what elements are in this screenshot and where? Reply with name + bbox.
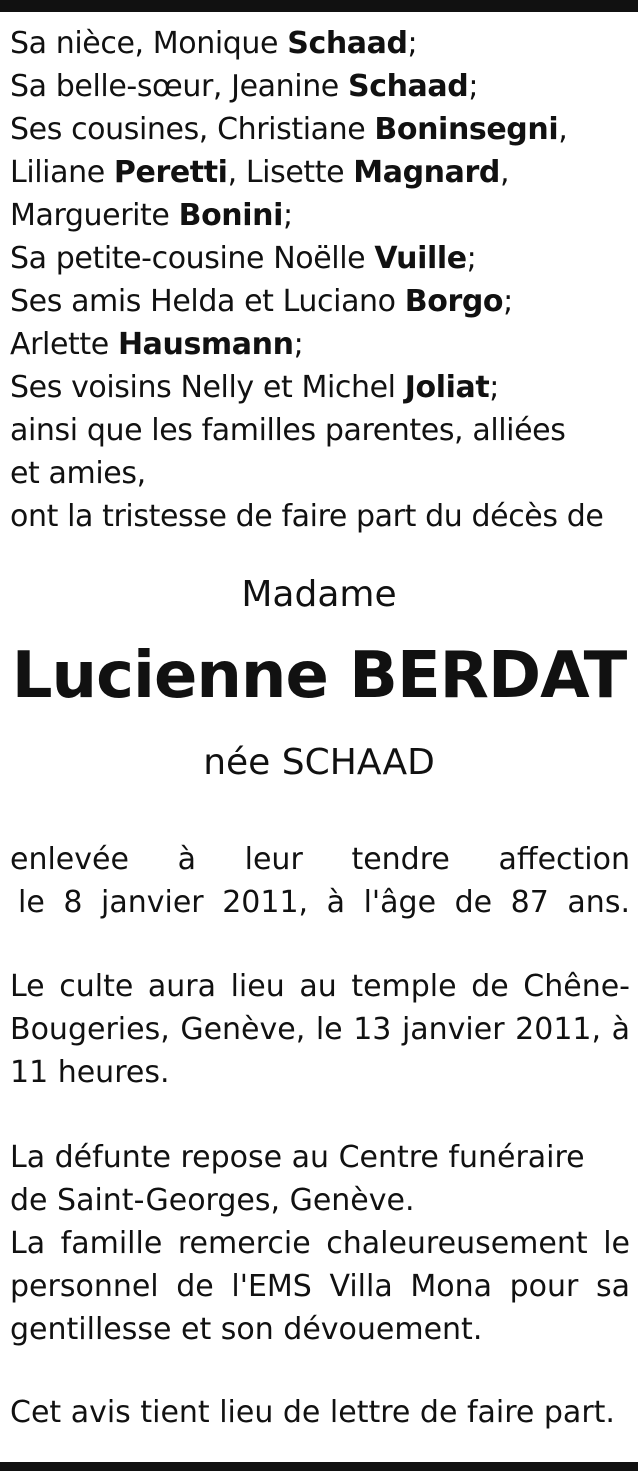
family-text: , Lisette	[227, 155, 354, 190]
family-text: ;	[293, 327, 304, 362]
notice-paragraph: Cet avis tient lieu de lettre de faire part.	[10, 1395, 615, 1430]
family-text: ;	[466, 241, 477, 276]
family-surname: Boninsegni	[374, 112, 559, 147]
family-text: ;	[282, 198, 293, 233]
repose-block	[10, 1136, 630, 1351]
family-text: ;	[407, 26, 418, 61]
family-surname: Schaad	[348, 69, 469, 104]
family-text: Arlette	[10, 327, 118, 362]
deceased-name: Lucienne BERDAT	[11, 639, 627, 713]
family-text: ,	[558, 112, 568, 147]
ceremony-paragraph: Le culte aura lieu au temple de Chêne-Bougeries, Genève, le 13 janvier 2011, à 11 heures.	[10, 969, 630, 1090]
family-surname: Magnard	[353, 155, 500, 190]
family-surname: Bonini	[178, 198, 283, 233]
death-line-1: enlevée à leur tendre affection	[10, 842, 630, 877]
family-text: Marguerite	[10, 198, 179, 233]
family-text: ;	[503, 284, 513, 319]
family-text: ainsi que les familles parentes, alliées	[10, 413, 566, 448]
family-line	[10, 495, 632, 538]
family-text: ,	[499, 155, 510, 190]
maiden-name: née SCHAAD	[203, 742, 435, 783]
family-surname: Borgo	[404, 284, 504, 319]
family-announcement	[10, 22, 632, 538]
family-line	[10, 65, 632, 108]
top-border-rule	[0, 0, 638, 12]
death-line-2: le 8 janvier 2011, à l'âge de 87 ans.	[18, 885, 630, 920]
family-line	[10, 22, 632, 65]
family-line	[10, 409, 632, 452]
family-text: Ses cousines, Christiane	[10, 112, 375, 147]
family-line	[10, 323, 632, 366]
family-surname: Schaad	[287, 26, 408, 61]
death-paragraph	[10, 838, 630, 924]
family-text: ont la tristesse de faire part du décès de	[10, 499, 604, 534]
family-line	[10, 280, 632, 323]
family-text: Ses voisins Nelly et Michel	[10, 370, 405, 405]
family-surname: Joliat	[404, 370, 490, 405]
repose-paragraph: La défunte repose au Centre funéraire de Saint-Georges, Genève.	[10, 1140, 585, 1218]
honorific: Madame	[241, 574, 397, 615]
family-text: ;	[489, 370, 499, 405]
family-text: Sa nièce, Monique	[10, 26, 288, 61]
family-text: Liliane	[10, 155, 114, 190]
family-line	[10, 452, 632, 495]
family-text: ;	[468, 69, 479, 104]
family-text: et amies,	[10, 456, 146, 491]
family-line	[10, 237, 632, 280]
family-line	[10, 366, 632, 409]
family-text: Sa belle-sœur, Jeanine	[10, 69, 348, 104]
family-line	[10, 151, 632, 194]
family-text: Ses amis Helda et Luciano	[10, 284, 405, 319]
thanks-paragraph: La famille remercie chaleureusement le personnel de l'EMS Villa Mona pour sa gentillesse et son dévouement.	[10, 1226, 630, 1347]
family-line	[10, 108, 632, 151]
bottom-border-rule	[0, 1462, 638, 1471]
family-text: Sa petite-cousine Noëlle	[10, 241, 375, 276]
family-line	[10, 194, 632, 237]
family-surname: Hausmann	[117, 327, 294, 362]
family-surname: Vuille	[374, 241, 467, 276]
family-surname: Peretti	[113, 155, 228, 190]
